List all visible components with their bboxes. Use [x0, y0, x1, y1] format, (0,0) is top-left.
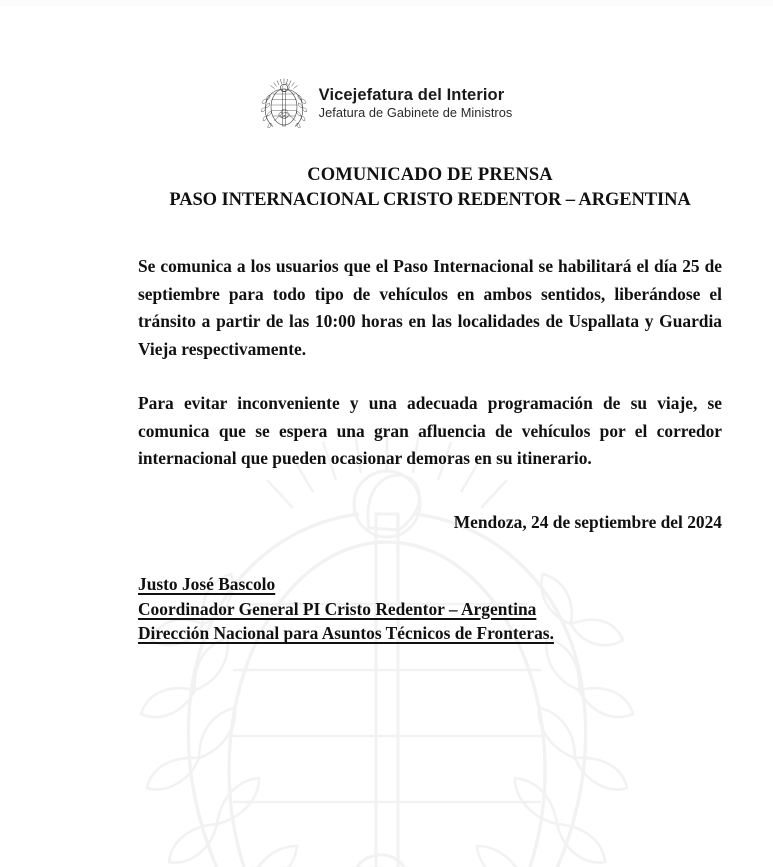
- title-line-1: COMUNICADO DE PRENSA: [307, 165, 553, 185]
- paragraph-announcement: Se comunica a los usuarios que el Paso Internacional se habilitará el día 25 de septiembre para todo tipo de vehículos en ambos sentidos, liberándose el tránsito a partir de las 10:00 horas en las localidades de Uspallata y Guardia Vieja respectivamente.: [138, 256, 722, 359]
- signature-block: [138, 572, 722, 647]
- signatory-name-line: [138, 572, 722, 597]
- scan-top-band: [0, 0, 773, 6]
- organization-name-block: [319, 86, 513, 120]
- organization-secondary-name: Jefatura de Gabinete de Ministros: [318, 104, 513, 120]
- paragraph-advisory: Para evitar inconveniente y una adecuada programación de su viaje, se comunica que se espera una gran afluencia de vehículos por el corredor internacional que pueden ocasionar demoras en su itinerario.: [138, 393, 722, 469]
- organization-primary-name: Vicejefatura del Interior: [318, 86, 505, 105]
- title-line-2: PASO INTERNACIONAL CRISTO REDENTOR – ARGENTINA: [169, 189, 691, 210]
- signatory-role: Coordinador General PI Cristo Redentor – Argentina: [138, 598, 537, 619]
- document-header: [0, 78, 773, 128]
- date-and-place: Mendoza, 24 de septiembre del 2024: [453, 511, 722, 532]
- signatory-role-line: [138, 597, 722, 622]
- page-title: [138, 163, 722, 212]
- document-body: [138, 163, 722, 646]
- signatory-department: Dirección Nacional para Asuntos Técnicos de Fronteras.: [138, 623, 554, 644]
- signatory-department-line: [138, 621, 722, 646]
- argentina-coat-of-arms-icon: [261, 78, 307, 128]
- signatory-name: Justo José Bascolo: [138, 573, 276, 594]
